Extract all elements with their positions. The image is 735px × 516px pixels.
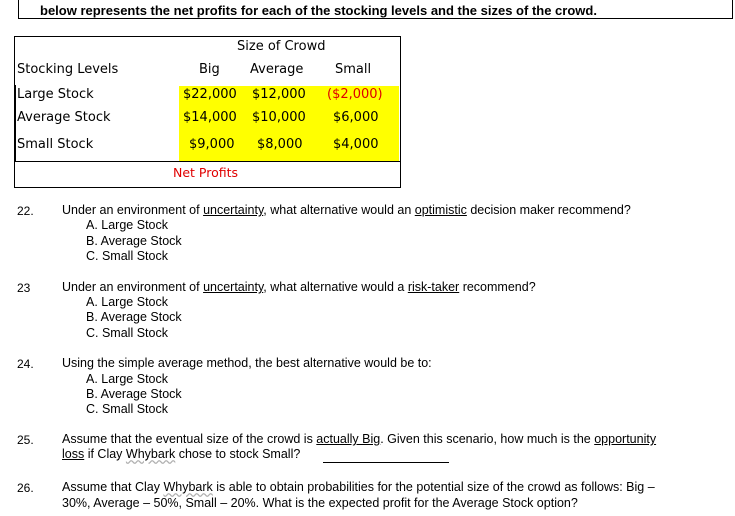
q24-option-b: B. Average Stock (86, 387, 182, 401)
q24-number: 24. (17, 357, 34, 371)
q23-number: 23 (17, 281, 31, 295)
q24-option-c: C. Small Stock (86, 402, 168, 416)
column-group-header: Size of Crowd (237, 39, 326, 54)
cell-large-small: ($2,000) (327, 87, 383, 102)
q24-option-a: A. Large Stock (86, 372, 168, 386)
q22-text: Under an environment of uncertainty, what alternative would an optimistic decision maker recommend? (62, 203, 631, 217)
intro-text: below represents the net profits for each of the stocking levels and the sizes of the crowd. (40, 3, 597, 18)
q23-text: Under an environment of uncertainty, what alternative would a risk-taker recommend? (62, 280, 536, 294)
profit-table (14, 36, 401, 188)
q22-option-c: C. Small Stock (86, 249, 168, 263)
q26-text-line1: Assume that Clay Whybark is able to obtain probabilities for the potential size of the crowd as follows: Big – (62, 480, 655, 494)
column-header-big: Big (199, 62, 220, 77)
q25-text-line1: Assume that the eventual size of the crowd is actually Big. Given this scenario, how much is the opportunity (62, 432, 657, 446)
q23-option-b: B. Average Stock (86, 310, 182, 324)
table-divider (15, 161, 400, 162)
row-labels-border (15, 85, 16, 161)
cell-average-small: $6,000 (333, 110, 379, 125)
row-label-large: Large Stock (17, 87, 94, 102)
q25-text-line2: loss if Clay Whybark chose to stock Small? (62, 447, 301, 461)
row-label-small: Small Stock (17, 137, 94, 152)
q22-number: 22. (17, 204, 34, 218)
cell-average-average: $10,000 (252, 110, 306, 125)
cell-small-small: $4,000 (333, 137, 379, 152)
cell-small-average: $8,000 (257, 137, 303, 152)
row-label-average: Average Stock (17, 110, 111, 125)
cell-average-big: $14,000 (183, 110, 237, 125)
q23-option-c: C. Small Stock (86, 326, 168, 340)
q26-number: 26. (17, 481, 34, 495)
q25-number: 25. (17, 433, 34, 447)
row-header: Stocking Levels (17, 62, 119, 77)
q26-text-line2: 30%, Average – 50%, Small – 20%. What is the expected profit for the Average Stock option? (62, 496, 578, 510)
cell-large-average: $12,000 (252, 87, 306, 102)
q22-option-a: A. Large Stock (86, 218, 168, 232)
q22-option-b: B. Average Stock (86, 234, 182, 248)
column-header-average: Average (250, 62, 304, 77)
q25-answer-blank[interactable] (323, 461, 449, 463)
cell-large-big: $22,000 (183, 87, 237, 102)
cell-small-big: $9,000 (189, 137, 235, 152)
q23-option-a: A. Large Stock (86, 295, 168, 309)
column-header-small: Small (335, 62, 372, 77)
q24-text: Using the simple average method, the best alternative would be to: (62, 356, 432, 370)
table-caption: Net Profits (173, 165, 239, 180)
